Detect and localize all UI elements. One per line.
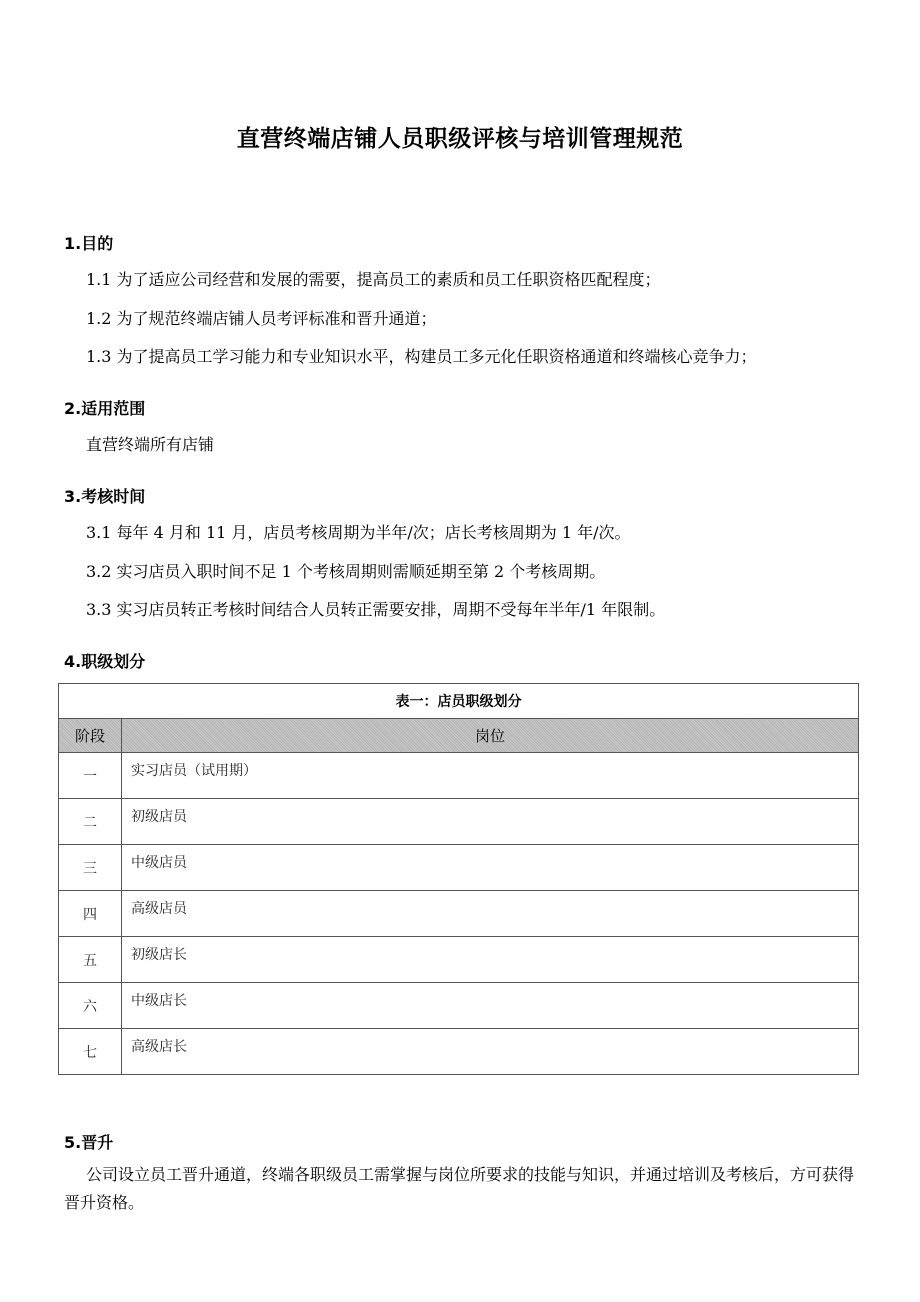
header-position: 岗位 — [122, 719, 859, 753]
stage-cell: 三 — [59, 845, 122, 891]
position-cell: 高级店长 — [122, 1029, 859, 1075]
stage-cell: 六 — [59, 983, 122, 1029]
position-cell: 高级店员 — [122, 891, 859, 937]
stage-cell: 二 — [59, 799, 122, 845]
section-1-heading: 1.目的 — [64, 234, 114, 253]
table-row — [59, 983, 859, 1029]
section-3-item-2: 3.2 实习店员入职时间不足 1 个考核周期则需顺延期至第 2 个考核周期。 — [86, 562, 606, 581]
header-stage: 阶段 — [59, 719, 122, 753]
section-5-heading: 5.晋升 — [64, 1133, 114, 1152]
section-2-heading: 2.适用范围 — [64, 399, 146, 418]
section-3-item-3: 3.3 实习店员转正考核时间结合人员转正需要安排，周期不受每年半年/1 年限制。 — [86, 600, 666, 619]
stage-cell: 一 — [59, 753, 122, 799]
table-row — [59, 1029, 859, 1075]
section-4-heading: 4.职级划分 — [64, 652, 146, 671]
position-cell: 中级店长 — [122, 983, 859, 1029]
position-cell: 实习店员（试用期） — [122, 753, 859, 799]
table-row — [59, 937, 859, 983]
stage-cell: 五 — [59, 937, 122, 983]
section-3-heading: 3.考核时间 — [64, 487, 146, 506]
stage-cell: 七 — [59, 1029, 122, 1075]
stage-cell: 四 — [59, 891, 122, 937]
section-1-item-2: 1.2 为了规范终端店铺人员考评标准和晋升通道； — [86, 309, 437, 328]
table-row — [59, 891, 859, 937]
section-5-text: 公司设立员工晋升通道，终端各职级员工需掌握与岗位所要求的技能与知识，并通过培训及考核后，方可获得晋升资格。 — [64, 1165, 855, 1212]
position-cell: 中级店员 — [122, 845, 859, 891]
document-title: 直营终端店铺人员职级评核与培训管理规范 — [236, 126, 684, 152]
position-cell: 初级店长 — [122, 937, 859, 983]
section-1-item-3: 1.3 为了提高员工学习能力和专业知识水平，构建员工多元化任职资格通道和终端核心竞争力； — [86, 347, 757, 366]
table-caption: 表一：店员职级划分 — [59, 684, 859, 719]
table-row — [59, 799, 859, 845]
section-2-text: 直营终端所有店铺 — [86, 435, 215, 454]
section-3-item-1: 3.1 每年 4 月和 11 月，店员考核周期为半年/次；店长考核周期为 1 年/次。 — [86, 523, 631, 542]
section-1-item-1: 1.1 为了适应公司经营和发展的需要，提高员工的素质和员工任职资格匹配程度； — [86, 270, 661, 289]
table-row — [59, 845, 859, 891]
table-row — [59, 753, 859, 799]
position-cell: 初级店员 — [122, 799, 859, 845]
grade-table — [58, 683, 859, 1075]
